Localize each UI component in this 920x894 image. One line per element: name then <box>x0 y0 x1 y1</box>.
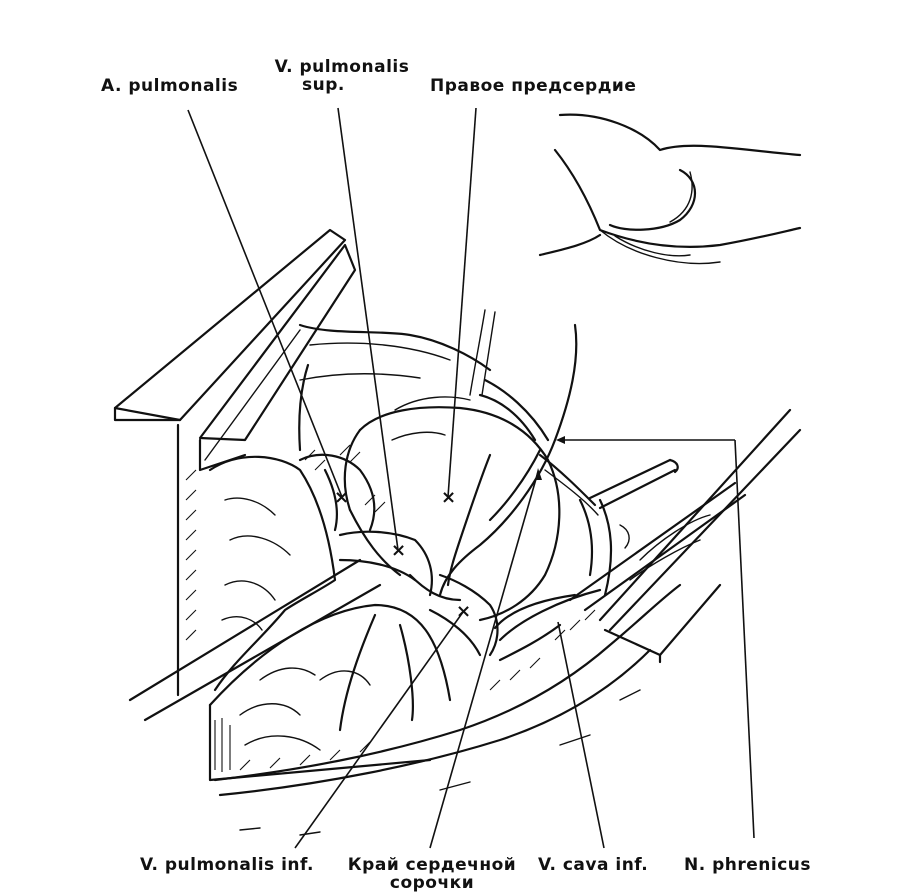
label-krai-line1: Край сердечной <box>347 855 517 875</box>
marker-pravoe-predserdie: × <box>441 487 457 508</box>
label-v-pulmonalis-sup <box>262 58 422 94</box>
label-v-pulmonalis-inf: V. pulmonalis inf. <box>140 855 314 875</box>
label-v-pulmonalis-sup-line2: sup. <box>302 75 345 95</box>
label-v-pulmonalis-sup-line1: V. pulmonalis <box>274 57 410 77</box>
marker-a-pulmonalis: × <box>334 487 350 508</box>
label-v-cava-inf: V. cava inf. <box>538 855 649 875</box>
label-krai-line2: сорочки <box>389 873 475 893</box>
leader-lines <box>188 108 754 848</box>
label-krai-serdechnoi-sorochki <box>342 856 522 892</box>
label-pravoe-predserdie: Правое предсердие <box>430 76 637 96</box>
lung-lobes <box>210 457 450 780</box>
surgeon-hand <box>540 115 800 264</box>
marker-v-pulmonalis-inf: × <box>456 601 472 622</box>
clamp-instruments <box>570 410 800 662</box>
label-a-pulmonalis: A. pulmonalis <box>101 76 239 96</box>
label-n-phrenicus: N. phrenicus <box>684 855 812 875</box>
marker-v-pulmonalis-sup: × <box>391 540 407 561</box>
upper-incision-edge <box>299 325 490 450</box>
left-retractor <box>115 230 355 695</box>
